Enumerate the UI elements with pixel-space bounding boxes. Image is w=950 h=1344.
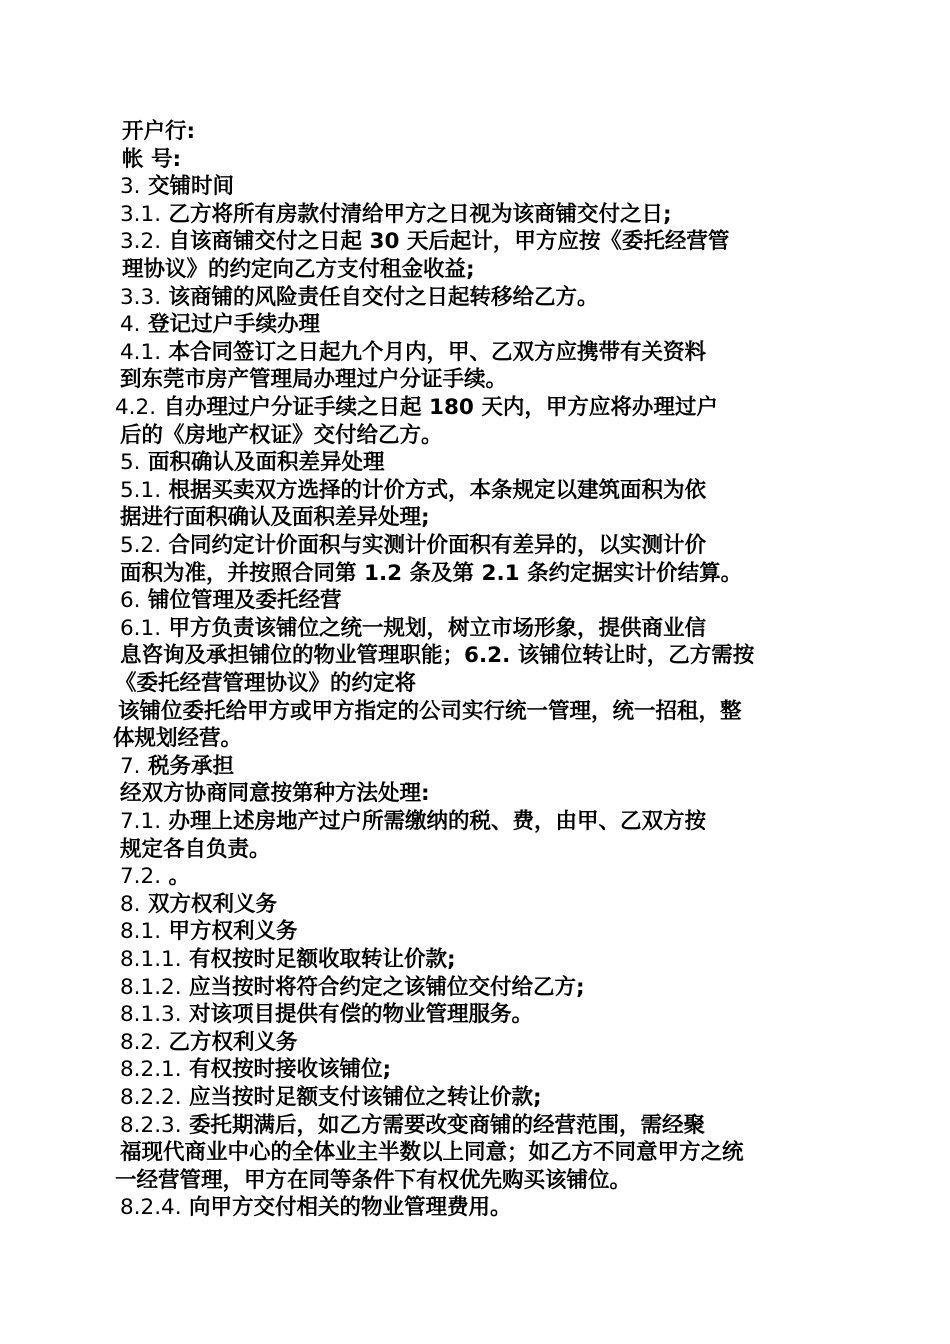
text-line: [118, 698, 742, 725]
clause-number: 3.2.: [120, 229, 162, 255]
clause-text: 铺位管理及委托经营: [148, 588, 342, 614]
clause-number: 4.2.: [115, 395, 157, 420]
clause-text: 对该项目提供有偿的物业管理服务。: [189, 1002, 534, 1028]
clause-number: 3.: [120, 174, 141, 200]
clause-text: 甲方权利义务: [168, 919, 298, 945]
text-line: [120, 339, 706, 366]
clause-number: 3.1.: [120, 201, 162, 227]
clause-text: 一经营管理，甲方在同等条件下有权优先购买该铺位。: [115, 1167, 632, 1193]
clause-number: 7.: [120, 753, 141, 779]
clause-number: 8.1.2.: [120, 974, 182, 1000]
text-line: [120, 1029, 298, 1056]
text-line: [120, 422, 443, 449]
clause-text: 该铺位委托给甲方或甲方指定的公司实行统一管理，统一招租，整: [118, 698, 742, 724]
clause-text: 面积确认及面积差异处理: [148, 450, 385, 476]
text-line: [120, 808, 706, 835]
text-line: [120, 284, 599, 311]
clause-text: 有权按时足额收取转让价款;: [189, 947, 456, 972]
clause-text: 《委托经营管理协议》的约定将: [115, 671, 417, 696]
text-line: [120, 1139, 744, 1166]
clause-text: 合同约定计价面积与实测计价面积有差异的，以实测计价: [168, 533, 707, 558]
text-line: [120, 780, 430, 807]
clause-text: 到东莞市房产管理局办理过户分证手续。: [120, 367, 508, 393]
clause-text: 经双方协商同意按第种方法处理:: [120, 781, 430, 807]
clause-text: 应当按时足额支付该铺位之转让价款;: [189, 1085, 542, 1110]
clause-text: 后的《房地产权证》交付给乙方。: [120, 422, 443, 448]
clause-text: 本合同签订之日起九个月内，甲、乙双方应携带有关资料: [168, 339, 707, 365]
clause-text: 委托期满后，如乙方需要改变商铺的经营范围，需经聚: [189, 1112, 706, 1138]
clause-text: 乙方将所有房款付清给甲方之日视为该商铺交付之日;: [168, 201, 672, 227]
text-line: [115, 394, 718, 421]
clause-text: 体规划经营。: [113, 726, 243, 752]
text-line: [120, 946, 456, 973]
clause-number: 5.2.: [120, 533, 162, 558]
clause-text: 。: [168, 864, 191, 890]
text-line: [122, 256, 475, 283]
clause-text: 自该商铺交付之日起 30 天后起计，甲方应按《委托经营管: [168, 229, 730, 255]
clause-number: 7.1.: [120, 809, 162, 834]
clause-text: 开户行:: [122, 119, 196, 144]
text-line: [120, 836, 271, 863]
text-line: [122, 146, 181, 173]
clause-text: 根据买卖双方选择的计价方式，本条规定以建筑面积为依: [168, 477, 707, 503]
text-line: [120, 1084, 542, 1111]
clause-text: 该商铺的风险责任自交付之日起转移给乙方。: [168, 284, 599, 310]
text-line: [120, 587, 342, 614]
text-line: [115, 1167, 631, 1194]
text-line: [120, 1001, 533, 1028]
clause-number: 8.1.: [120, 919, 162, 945]
clause-text: 理协议》的约定向乙方支付租金收益;: [122, 257, 475, 282]
text-line: [120, 311, 320, 338]
clause-text: 帐 号:: [122, 146, 182, 172]
text-line: [122, 118, 195, 145]
text-line: [120, 891, 277, 918]
text-line: [120, 918, 298, 945]
text-line: [113, 725, 242, 752]
clause-number: 8.: [120, 891, 141, 917]
text-line: [115, 670, 416, 697]
clause-number: 8.1.3.: [120, 1002, 182, 1028]
clause-text: 息咨询及承担铺位的物业管理职能；6.2. 该铺位转让时，乙方需按: [120, 643, 755, 669]
text-line: [120, 477, 706, 504]
text-line: [120, 532, 706, 559]
clause-number: 7.2.: [120, 864, 162, 890]
clause-text: 向甲方交付相关的物业管理费用。: [189, 1195, 512, 1221]
text-line: [120, 173, 234, 200]
clause-number: 6.: [120, 588, 141, 614]
clause-text: 自办理过户分证手续之日起 180 天内，甲方应将办理过户: [163, 395, 718, 420]
text-line: [120, 615, 706, 642]
clause-number: 8.2.2.: [120, 1085, 182, 1110]
clause-text: 福现代商业中心的全体业主半数以上同意；如乙方不同意甲方之统: [120, 1140, 744, 1166]
clause-text: 登记过户手续办理: [148, 312, 321, 338]
text-line: [120, 449, 385, 476]
clause-number: 5.1.: [120, 477, 162, 503]
clause-text: 面积为准，并按照合同第 1.2 条及第 2.1 条约定据实计价结算。: [120, 560, 743, 586]
clause-text: 交铺时间: [148, 174, 235, 200]
clause-text: 办理上述房地产过户所需缴纳的税、费，由甲、乙双方按: [168, 809, 707, 834]
text-line: [120, 560, 742, 587]
clause-text: 甲方负责该铺位之统一规划，树立市场形象，提供商业信: [168, 615, 707, 641]
clause-text: 税务承担: [148, 753, 235, 779]
text-line: [120, 201, 672, 228]
clause-text: 乙方权利义务: [168, 1029, 298, 1055]
clause-number: 8.2.3.: [120, 1112, 182, 1138]
clause-number: 4.1.: [120, 339, 162, 365]
clause-text: 双方权利义务: [148, 891, 278, 917]
clause-number: 3.3.: [120, 284, 162, 310]
text-line: [120, 504, 430, 531]
clause-text: 有权按时接收该铺位;: [189, 1057, 392, 1083]
text-line: [120, 974, 585, 1001]
clause-number: 6.1.: [120, 615, 162, 641]
clause-text: 据进行面积确认及面积差异处理;: [120, 505, 430, 531]
clause-number: 8.2.1.: [120, 1057, 182, 1083]
clause-number: 4.: [120, 312, 141, 338]
clause-number: 8.2.4.: [120, 1195, 182, 1221]
text-line: [120, 1056, 391, 1083]
clause-text: 规定各自负责。: [120, 836, 271, 862]
clause-text: 应当按时将符合约定之该铺位交付给乙方;: [189, 974, 585, 1000]
text-line: [120, 642, 754, 669]
clause-number: 5.: [120, 450, 141, 476]
text-line: [120, 1112, 705, 1139]
text-line: [120, 863, 190, 890]
text-line: [120, 366, 507, 393]
text-line: [120, 753, 234, 780]
clause-number: 8.2.: [120, 1029, 162, 1055]
clause-number: 8.1.1.: [120, 947, 182, 972]
text-line: [120, 1194, 512, 1221]
text-line: [120, 228, 729, 255]
